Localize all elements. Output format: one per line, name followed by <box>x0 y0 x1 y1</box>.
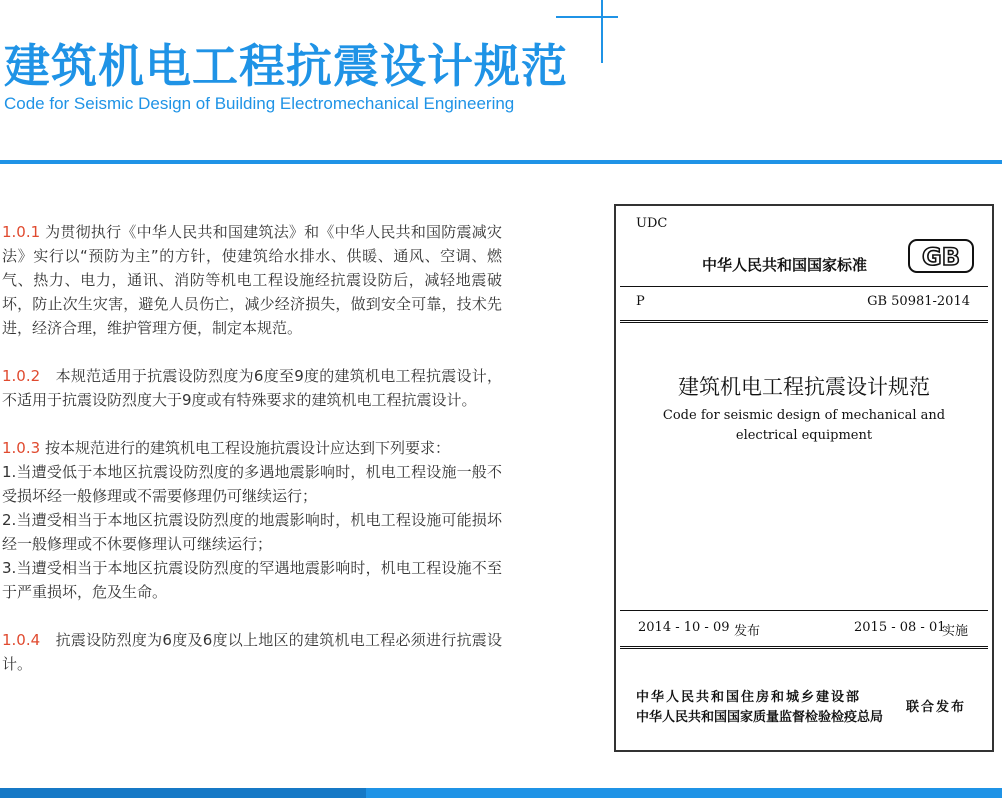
svg-text:GB: GB <box>922 243 960 271</box>
gb-logo-icon <box>908 239 974 273</box>
clause-1-0-3 <box>2 436 502 604</box>
p-mark: P <box>636 294 645 309</box>
header-divider <box>0 160 1002 164</box>
clause-1-0-4 <box>2 628 502 676</box>
clause-1-0-1 <box>2 220 502 340</box>
publisher-1: 中华人民共和国住房和城乡建设部 <box>636 690 862 705</box>
clause-number: 1.0.3 <box>2 439 41 457</box>
clause-text: 本规范适用于抗震设防烈度为6度至9度的建筑机电工程抗震设计，不适用于抗震设防烈度大于9度或有特殊要求的建筑机电工程抗震设计。 <box>2 367 502 409</box>
requirement-item: 2.当遭受相当于本地区抗震设防烈度的地震影响时，机电工程设施可能损坏经一般修理或不休要修理认可继续运行； <box>2 511 502 553</box>
effective-label: 实施 <box>942 624 969 639</box>
clause-1-0-2 <box>2 364 502 412</box>
cover-rule-double <box>620 320 988 323</box>
clause-text: 按本规范进行的建筑机电工程设施抗震设计应达到下列要求： <box>40 439 450 457</box>
joint-publish-label: 联合发布 <box>906 700 967 715</box>
page-subtitle: Code for Seismic Design of Building Electromechanical Engineering <box>4 94 515 113</box>
cover-title: 建筑机电工程抗震设计规范 <box>678 375 930 399</box>
clause-number: 1.0.4 <box>2 631 41 649</box>
clause-text: 抗震设防烈度为6度及6度以上地区的建筑机电工程必须进行抗震设计。 <box>2 631 502 673</box>
cover-title-english <box>616 406 992 446</box>
publisher-2: 中华人民共和国国家质量监督检验检疫总局 <box>636 710 884 725</box>
decorative-crosshair-vertical <box>601 0 603 63</box>
footer-bar-accent <box>0 788 366 798</box>
cover-rule <box>620 610 988 611</box>
requirement-item: 1.当遭受低于本地区抗震设防烈度的多遇地震影响时，机电工程设施一般不受损坏经一般修理或不需要修理仍可继续运行； <box>2 463 502 505</box>
cover-rule <box>620 286 988 287</box>
requirement-item: 3.当遭受相当于本地区抗震设防烈度的罕遇地震影响时，机电工程设施不至于严重损坏，危及生命。 <box>2 559 502 601</box>
page-title: 建筑机电工程抗震设计规范 <box>4 39 568 93</box>
issue-label: 发布 <box>734 624 761 639</box>
issue-date: 2014 - 10 - 09 <box>638 620 730 635</box>
decorative-crosshair-horizontal <box>556 16 618 18</box>
cover-title-english-line: electrical equipment <box>735 428 873 443</box>
clause-number: 1.0.1 <box>2 223 41 241</box>
clause-text: 为贯彻执行《中华人民共和国建筑法》和《中华人民共和国防震减灾法》实行以“预防为主”的方针，使建筑给水排水、供暖、通风、空调、燃气、热力、电力，通讯、消防等机电工程设施经抗震设防后，减轻地震破坏，防止次生灾害，避免人员伤亡，减少经济损失，做到安全可靠，技术先进，经济合理，维护管理方便，制定本规范。 <box>2 223 502 337</box>
standard-number: GB 50981-2014 <box>867 294 970 309</box>
clause-number: 1.0.2 <box>2 367 41 385</box>
cover-title-english-line: Code for seismic design of mechanical and <box>662 408 946 423</box>
clauses-section <box>2 220 502 700</box>
effective-date: 2015 - 08 - 01 <box>854 620 946 635</box>
issuer-label: 中华人民共和国国家标准 <box>702 256 868 274</box>
standard-cover-image <box>614 204 994 752</box>
udc-label: UDC <box>636 216 668 231</box>
cover-rule-double <box>620 646 988 649</box>
